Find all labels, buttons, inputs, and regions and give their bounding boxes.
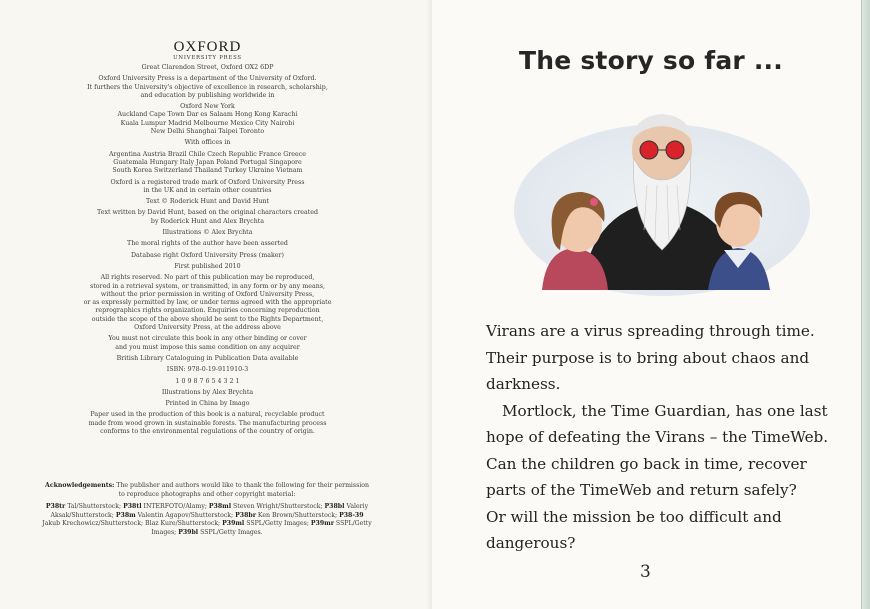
story-paragraph-1: Virans are a virus spreading through time. Their purpose is to bring about chaos and darkness. [486, 322, 815, 393]
acknowledgements-intro: Acknowledgements: The publisher and authors would like to thank the following for their permission to reproduce photographs and other copyright material: [45, 482, 369, 498]
moral-rights: The moral rights of the author have been asserted [127, 240, 288, 248]
publisher-subtitle: UNIVERSITY PRESS [173, 55, 242, 61]
paper-notice: Paper used in the production of this book is a natural, recyclable product made from wood grown in sustainable forests. The manufacturing process conforms to the environmental regulations of the country of origin. [88, 411, 327, 435]
page-title: The story so far ... [519, 46, 783, 75]
mortlock-and-children-illustration [512, 100, 812, 300]
locations: Oxford New York Auckland Cape Town Dar es Salaam Hong Kong Karachi Kuala Lumpur Madrid Melbourne Mexico City Nairobi New Delhi Shanghai Taipei Toronto [117, 103, 298, 136]
rights-reserved: All rights reserved. No part of this publication may be reproduced, stored in a retrieval system, or transmitted, in any form or by any means, without the prior permission in writing of Oxford University Press, or as expressly permitted by law, or under terms agreed with the appropriate reprographics rights organization. Enquiries concerning reproduction outside the scope of the above should be sent to the Rights Department, Oxford University Press, at the address above [83, 274, 332, 332]
offices-label: With offices in [184, 139, 231, 147]
story-paragraph-2: Mortlock, the Time Guardian, has one last hope of defeating the Virans – the TimeWeb. Can the children go back in time, recover parts of the TimeWeb and return safely? Or will the mission be too difficult and dangerous? [486, 401, 829, 552]
offices: Argentina Austria Brazil Chile Czech Republic France Greece Guatemala Hungary Italy Japan Poland Portugal Singapore South Korea Switzerland Thailand Turkey Ukraine Vietnam [108, 150, 306, 175]
print-line: 1 0 9 8 7 6 5 4 3 2 1 [175, 377, 240, 385]
address: Great Clarendon Street, Oxford OX2 6DP [141, 64, 274, 71]
circulation-notice: You must not circulate this book in any other binding or cover and you must impose this same condition on any acquirer [108, 335, 307, 351]
isbn: ISBN: 978-0-19-911910-3 [166, 366, 249, 374]
page-number: 3 [640, 562, 651, 582]
printed-in: Printed in China by Imago [165, 400, 250, 408]
page-edge [862, 0, 870, 609]
database-right: Database right Oxford University Press (maker) [131, 251, 284, 259]
publisher-logo: OXFORD [173, 39, 242, 55]
illustrations-by: Illustrations by Alex Brychta [161, 388, 254, 396]
story-text [486, 318, 836, 557]
mission-statement: Oxford University Press is a department of the University of Oxford. It furthers the University's objective of excellence in research, scholarship, and education by publishing worldwide in [87, 75, 328, 99]
left-page [0, 0, 432, 609]
acknowledgements [42, 482, 372, 542]
trademark-notice: Oxford is a registered trade mark of Oxford University Press in the UK and in certain other countries [110, 178, 305, 194]
written-by: Text written by David Hunt, based on the original characters created by Roderick Hunt and Alex Brychta [97, 209, 318, 225]
mortlock-glasses-right [666, 141, 684, 159]
cataloguing: British Library Cataloguing in Publication Data available [116, 354, 299, 362]
imprint-block [40, 40, 375, 439]
text-copyright: Text © Roderick Hunt and David Hunt [146, 198, 269, 206]
mortlock-glasses-left [640, 141, 658, 159]
photo-credits: P38tr Tal/Shutterstock; P38tl INTERFOTO/Alamy; P38ml Steven Wright/Shutterstock; P38bl Valeriy Aksak/Shutterstock; P38m Valentin Agapov/Shutterstock; P38br Ken Brown/Shutterstock; P38-39 Jakub Krechowicz/Shutterstock; Blaz Kure/Shutterstock; P39ml SSPL/Getty Images; P39mr SSPL/Getty Images; P39bl SSPL/Getty Images. [42, 503, 372, 536]
first-published: First published 2010 [174, 262, 241, 270]
illustrations-copyright: Illustrations © Alex Brychta [162, 229, 253, 237]
